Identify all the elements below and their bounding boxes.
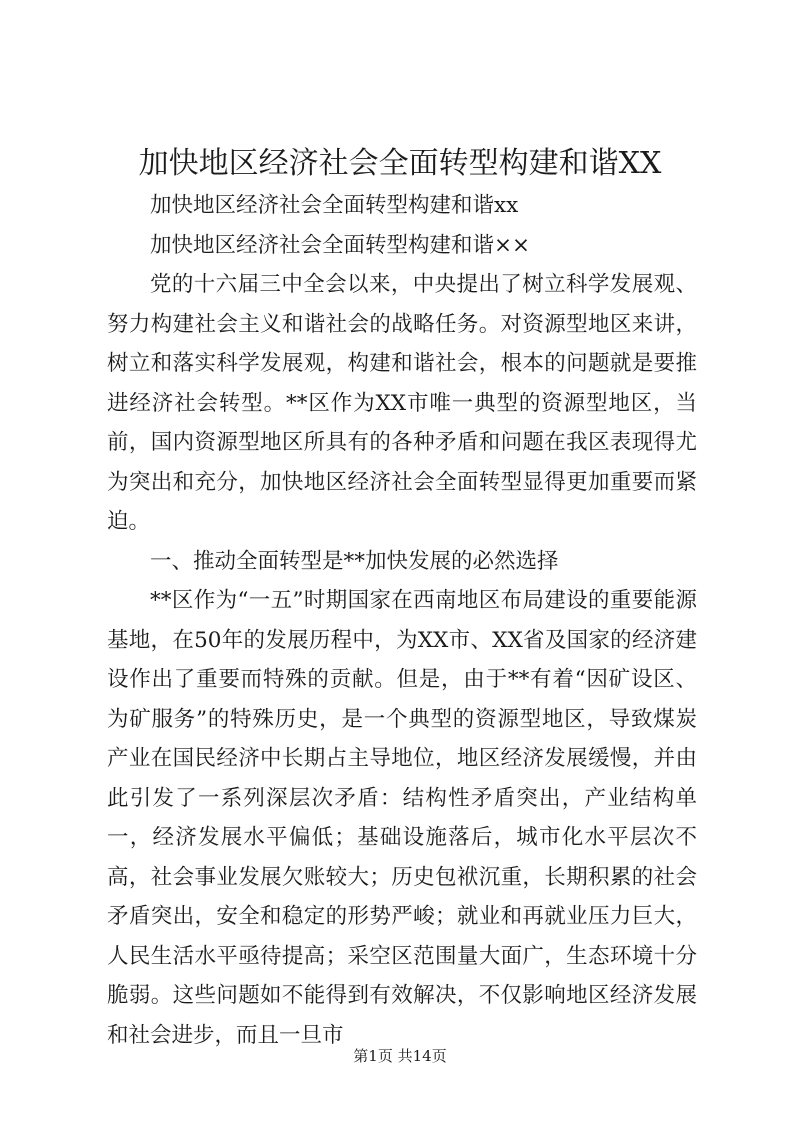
- paragraph-section-1: **区作为“一五”时期国家在西南地区布局建设的重要能源基地，在50年的发展历程中，为XX市、XX省及国家的经济建设作出了重要而特殊的贡献。但是，由于**有着“因矿设区、为矿服务”的特殊历史，是一个典型的资源型地区，导致煤炭产业在国民经济中长期占主导地位，地区经济发展缓慢，并由此引发了一系列深层次矛盾：结构性矛盾突出，产业结构单一，经济发展水平偏低；基础设施落后，城市化水平层次不高，社会事业发展欠账较大；历史包袱沉重，长期积累的社会矛盾突出，安全和稳定的形势严峻；就业和再就业压力巨大，人民生活水平亟待提高；采空区范围量大面广，生态环境十分脆弱。这些问题如不能得到有效解决，不仅影响地区经济发展和社会进步，而且一旦市: [107, 588, 697, 1048]
- document-body: [107, 186, 697, 1055]
- document-title: 加快地区经济社会全面转型构建和谐XX: [138, 146, 662, 181]
- subtitle-line-2: 加快地区经济社会全面转型构建和谐××: [150, 232, 531, 258]
- subtitle-line-1: 加快地区经济社会全面转型构建和谐xx: [150, 193, 519, 218]
- page-footer: 第1页 共14页: [353, 1047, 447, 1065]
- paragraph-intro: 党的十六届三中全会以来，中央提出了树立科学发展观、努力构建社会主义和谐社会的战略任务。对资源型地区来讲，树立和落实科学发展观，构建和谐社会，根本的问题就是要推进经济社会转型。**区作为XX市唯一典型的资源型地区，当前，国内资源型地区所具有的各种矛盾和问题在我区表现得尤为突出和充分，加快地区经济社会全面转型显得更加重要而紧迫。: [107, 272, 697, 534]
- section-heading-1: 一、推动全面转型是**加快发展的必然选择: [150, 548, 559, 574]
